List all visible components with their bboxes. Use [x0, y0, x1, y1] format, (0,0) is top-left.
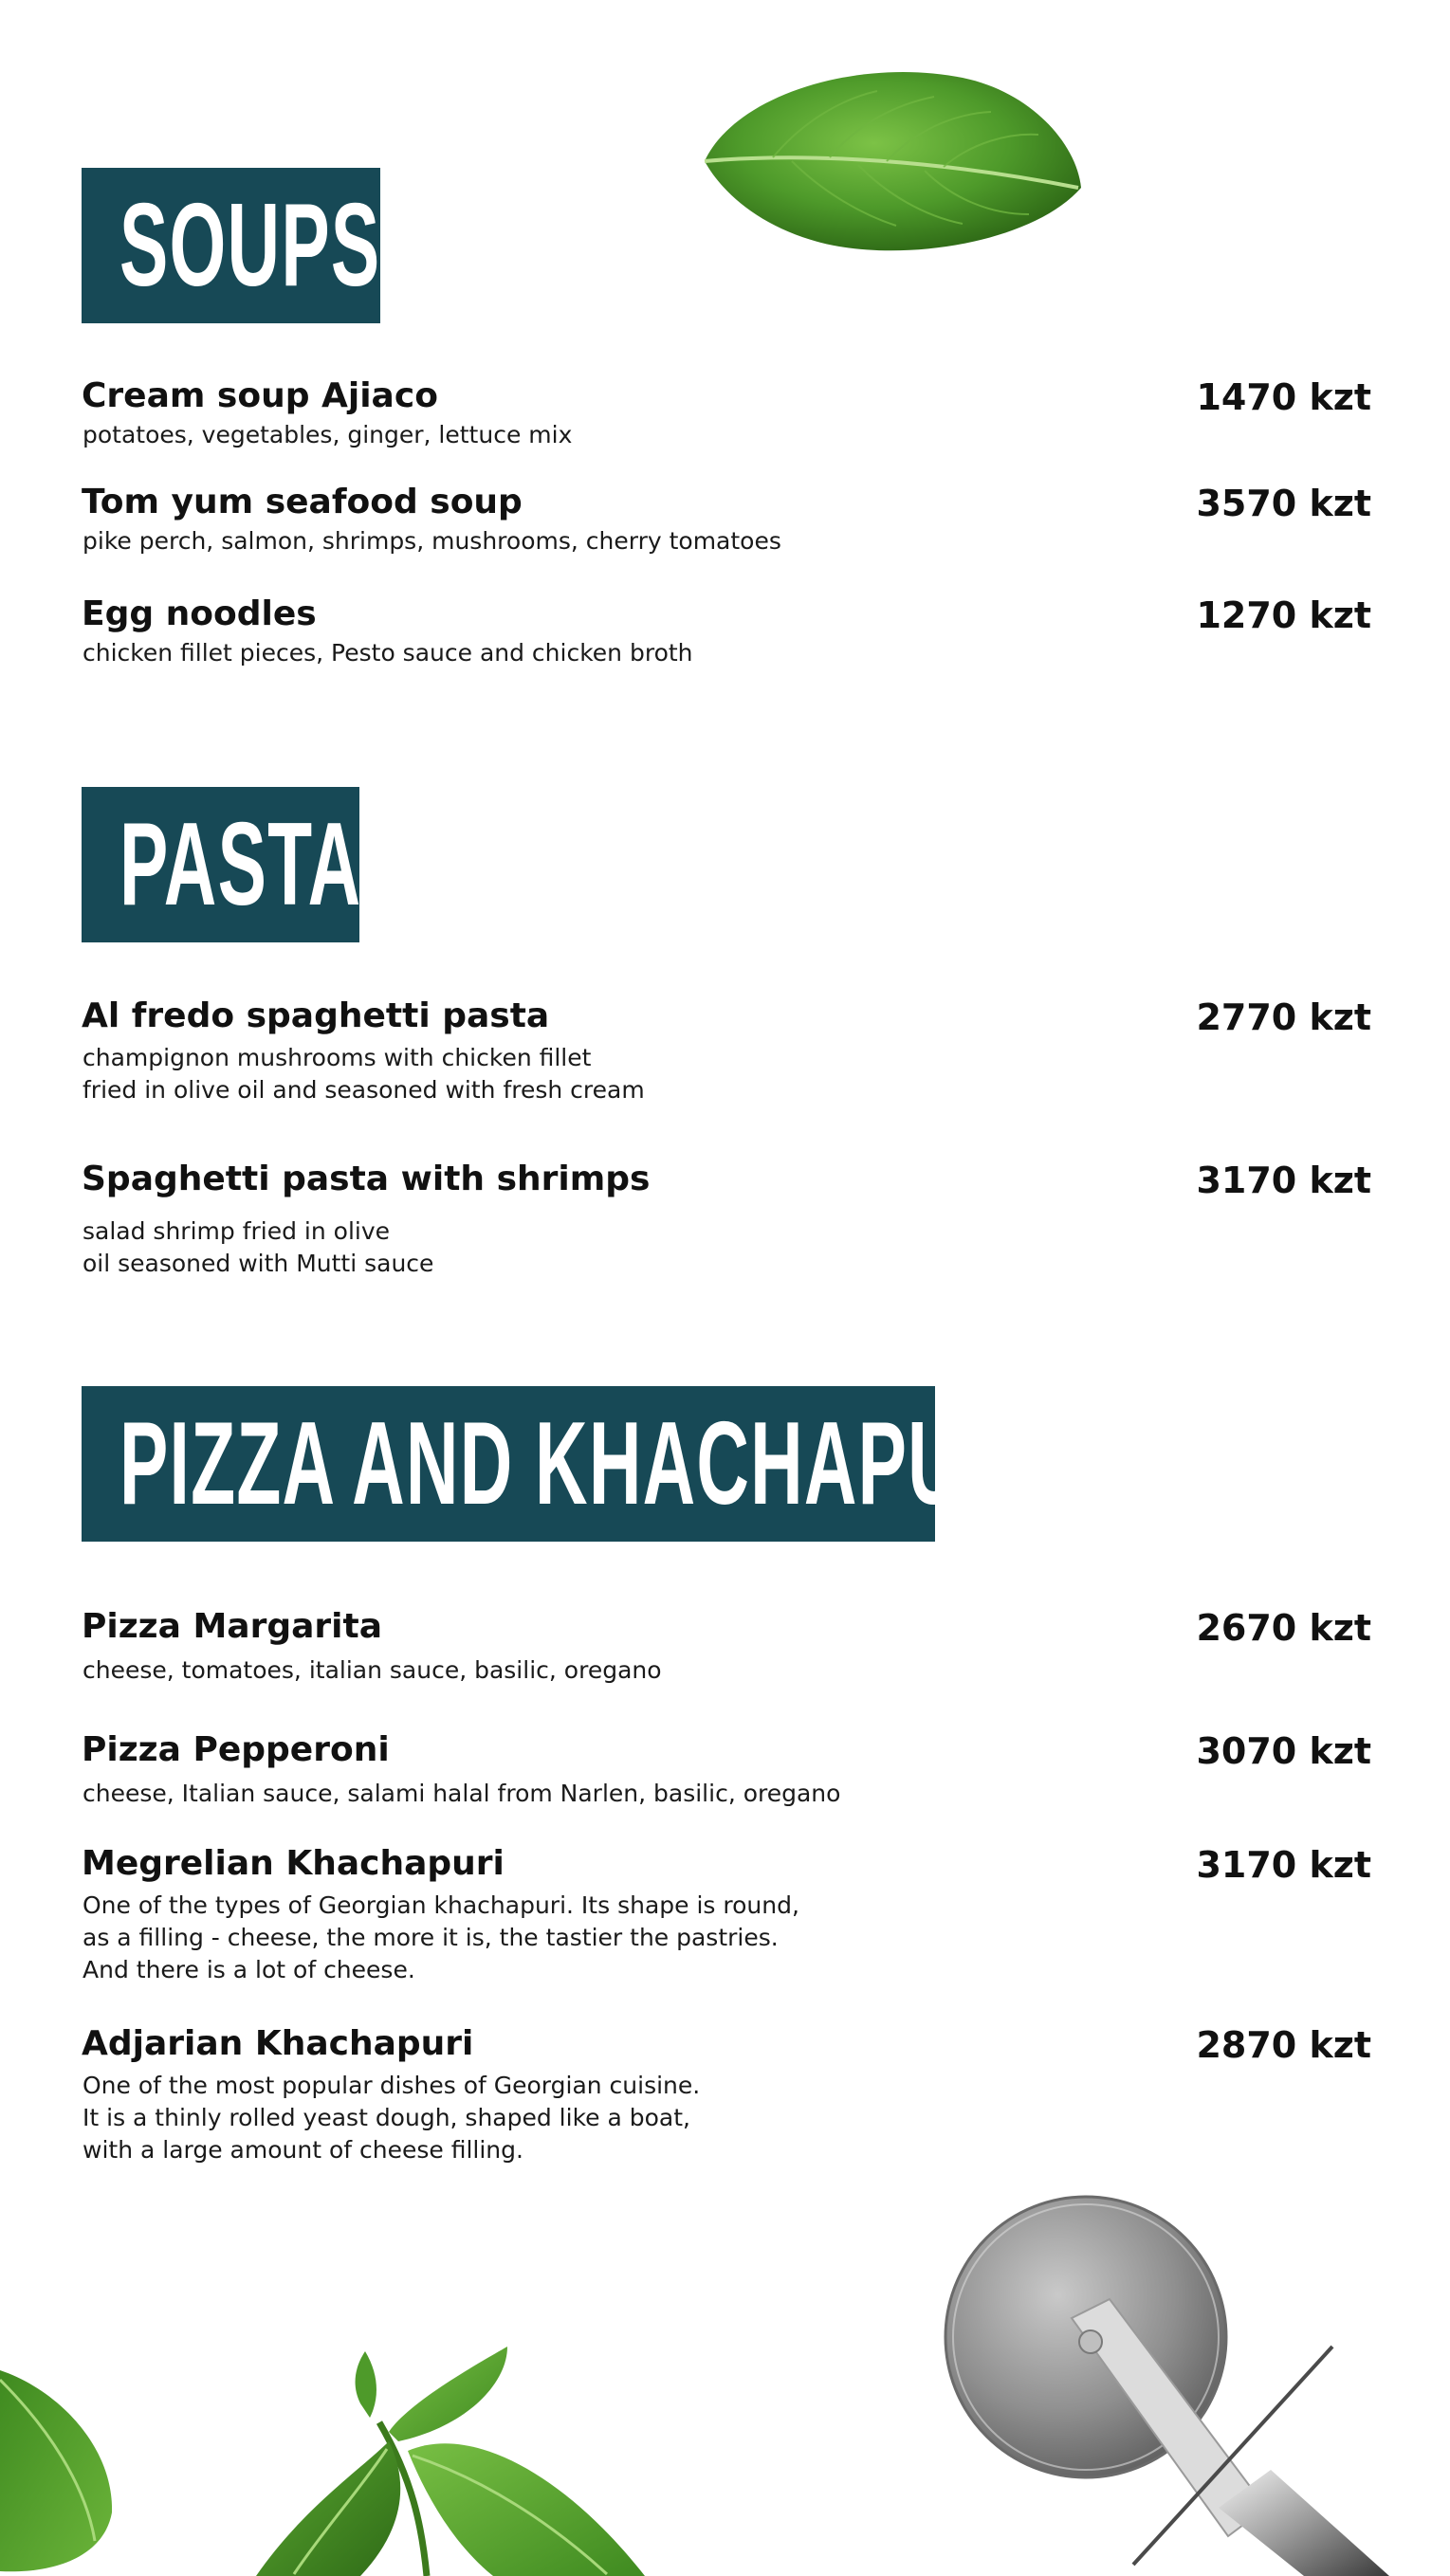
dish-description: One of the types of Georgian khachapuri. Its shape is round, as a filling - cheese, the more it is, the tastier the pastries. And there is a lot of cheese.	[83, 1891, 799, 1983]
basil-leaf-corner-image	[0, 2351, 123, 2576]
dish-description: cheese, Italian sauce, salami halal from Narlen, basilic, oregano	[83, 1780, 841, 1807]
dish-name: Pizza Margarita	[82, 1607, 382, 1646]
dish-price: 2670 kzt	[1196, 1607, 1371, 1649]
section-title: PASTA	[119, 799, 362, 930]
dish-price: 3070 kzt	[1196, 1730, 1371, 1772]
dish-description: cheese, tomatoes, italian sauce, basilic, oregano	[83, 1656, 662, 1684]
section-title: SOUPS	[119, 180, 381, 311]
dish-price: 2870 kzt	[1196, 2024, 1371, 2066]
dish-price: 1270 kzt	[1196, 594, 1371, 636]
dish-description: One of the most popular dishes of Georgian cuisine. It is a thinly rolled yeast dough, shaped like a boat, with a large amount of cheese filling.	[83, 2072, 701, 2164]
dish-name: Pizza Pepperoni	[82, 1730, 390, 1769]
dish-price: 3570 kzt	[1196, 483, 1371, 524]
dish-name: Adjarian Khachapuri	[82, 2024, 474, 2063]
dish-name: Tom yum seafood soup	[82, 483, 523, 521]
dish-name: Al fredo spaghetti pasta	[82, 996, 550, 1035]
dish-price: 3170 kzt	[1196, 1160, 1371, 1201]
section-header-pasta	[82, 787, 362, 942]
section-title: PIZZA AND KHACHAPURI	[119, 1398, 1037, 1529]
dish-name: Megrelian Khachapuri	[82, 1844, 505, 1883]
dish-description: champignon mushrooms with chicken fillet fried in olive oil and seasoned with fresh cream	[83, 1044, 645, 1104]
dish-price: 2770 kzt	[1196, 996, 1371, 1038]
dish-price: 1470 kzt	[1196, 376, 1371, 418]
pizza-cutter-image	[944, 2195, 1389, 2576]
basil-sprig-image	[247, 2347, 654, 2576]
basil-leaf-image	[697, 57, 1086, 265]
dish-name: Egg noodles	[82, 594, 317, 633]
dish-name: Spaghetti pasta with shrimps	[82, 1160, 651, 1198]
dish-description: chicken fillet pieces, Pesto sauce and chicken broth	[83, 639, 693, 667]
dish-description: potatoes, vegetables, ginger, lettuce mix	[83, 421, 573, 448]
dish-name: Cream soup Ajiaco	[82, 376, 438, 415]
dish-description: salad shrimp fried in olive oil seasoned with Mutti sauce	[83, 1217, 434, 1277]
dish-price: 3170 kzt	[1196, 1844, 1371, 1886]
section-header-soups	[82, 168, 380, 323]
section-header-pizza-and-khachapuri	[82, 1386, 1037, 1542]
dish-description: pike perch, salmon, shrimps, mushrooms, cherry tomatoes	[83, 527, 781, 555]
